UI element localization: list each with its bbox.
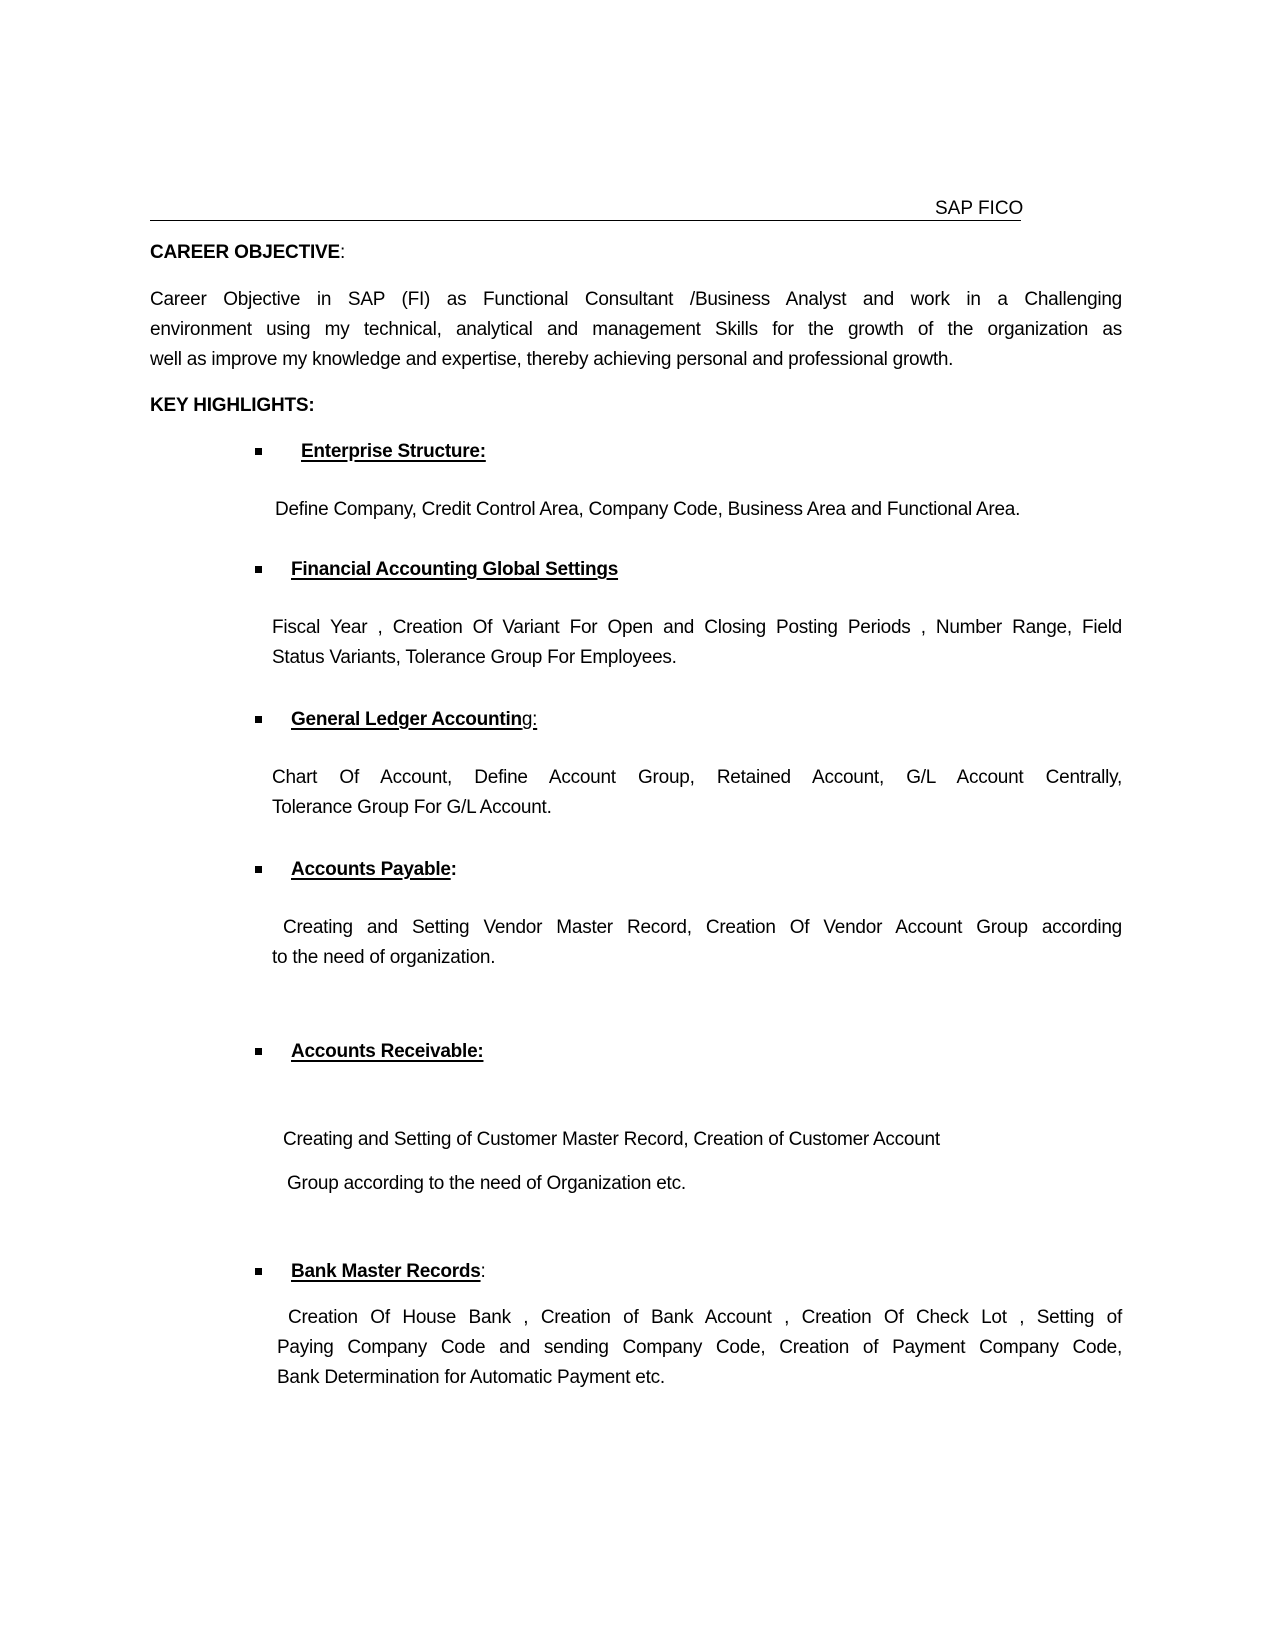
bullet-square-icon xyxy=(255,866,262,873)
highlight-body xyxy=(277,1303,1122,1393)
highlight-body-line: Chart Of Account, Define Account Group, Retained Account, G/L Account Centrally, xyxy=(272,767,1122,788)
bullet-square-icon xyxy=(255,448,262,455)
bullet-square-icon xyxy=(255,1048,262,1055)
highlight-body-line: Group according to the need of Organization etc. xyxy=(287,1173,686,1194)
highlight-body-line: Status Variants, Tolerance Group For Employees. xyxy=(272,647,677,668)
highlight-title: Enterprise Structure: xyxy=(301,441,486,462)
highlight-title xyxy=(291,1260,486,1284)
highlight-body-line: Define Company, Credit Control Area, Company Code, Business Area and Functional Area. xyxy=(275,499,1021,520)
header-title: SAP FICO xyxy=(935,198,1024,219)
highlight-body-line: Creation Of House Bank , Creation of Bank Account , Creation Of Check Lot , Setting of xyxy=(288,1307,1122,1328)
highlight-body-line: Tolerance Group For G/L Account. xyxy=(272,797,552,818)
highlight-body xyxy=(287,1169,1127,1199)
highlight-body xyxy=(272,913,1122,973)
highlight-title-text: General Ledger Accountin xyxy=(291,709,522,730)
header-rule xyxy=(150,220,1021,221)
highlight-body-line: Creating and Setting Vendor Master Record, Creation Of Vendor Account Group according xyxy=(283,917,1122,938)
highlight-title: Accounts Receivable: xyxy=(291,1041,484,1062)
key-highlights-heading: KEY HIGHLIGHTS: xyxy=(150,395,315,416)
highlight-title-text: Bank Master Records xyxy=(291,1261,481,1282)
career-objective-line: well as improve my knowledge and expertise, thereby achieving personal and professional growth. xyxy=(150,349,954,370)
highlight-body-line: to the need of organization. xyxy=(272,947,496,968)
highlight-body xyxy=(283,1125,1123,1155)
highlight-title xyxy=(291,858,457,882)
career-objective-line: Career Objective in SAP (FI) as Functional Consultant /Business Analyst and work in a Challenging xyxy=(150,289,1122,310)
bullet-square-icon xyxy=(255,1268,262,1275)
career-objective-heading xyxy=(150,242,345,264)
highlight-title-suffix: g: xyxy=(521,709,538,730)
highlight-title: Financial Accounting Global Settings xyxy=(291,559,619,580)
career-objective-heading-colon: : xyxy=(340,242,346,263)
bullet-square-icon xyxy=(255,566,262,573)
highlight-title-suffix: : xyxy=(450,859,457,880)
highlight-title xyxy=(291,708,537,732)
highlight-body-line: Creating and Setting of Customer Master Record, Creation of Customer Account xyxy=(283,1129,940,1150)
highlight-body-line: Bank Determination for Automatic Payment etc. xyxy=(277,1367,665,1388)
highlight-body xyxy=(275,495,1125,525)
bullet-square-icon xyxy=(255,716,262,723)
career-objective-line: environment using my technical, analytical and management Skills for the growth of the organization as xyxy=(150,319,1122,340)
highlight-title-text: Accounts Payable xyxy=(291,859,451,880)
highlight-title-suffix: : xyxy=(480,1261,486,1282)
career-objective-paragraph xyxy=(150,285,1122,375)
career-objective-heading-text: CAREER OBJECTIVE xyxy=(150,242,341,263)
highlight-body xyxy=(272,763,1122,823)
highlight-body-line: Paying Company Code and sending Company Code, Creation of Payment Company Code, xyxy=(277,1337,1122,1358)
highlight-body-line: Fiscal Year , Creation Of Variant For Open and Closing Posting Periods , Number Range, Field xyxy=(272,617,1122,638)
highlight-body xyxy=(272,613,1122,673)
